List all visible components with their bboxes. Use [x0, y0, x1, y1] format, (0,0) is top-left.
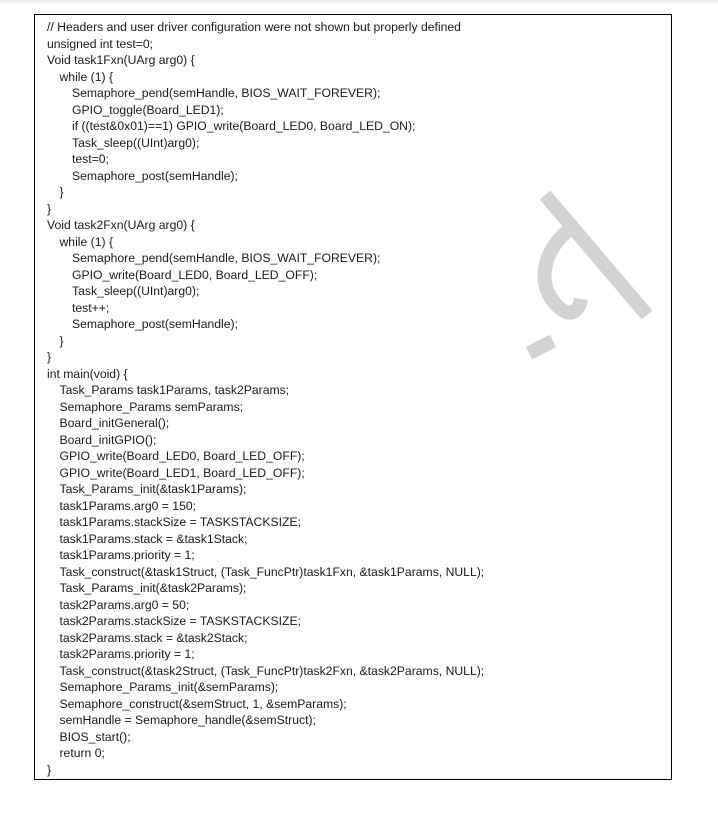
- code-line: Semaphore_post(semHandle);: [72, 317, 238, 331]
- code-line: Task_Params task1Params, task2Params;: [59, 383, 290, 397]
- code-line: if ((test&0x01)==1) GPIO_write(Board_LED0, Board_LED_ON);: [72, 119, 416, 133]
- code-line: Task_construct(&task1Struct, (Task_FuncPtr)task1Fxn, &task1Params, NULL);: [59, 564, 485, 579]
- code-line: while (1) {: [59, 234, 114, 249]
- code-line: task1Params.arg0 = 150;: [59, 498, 197, 513]
- code-lines: [47, 19, 484, 778]
- code-line: while (1) {: [59, 69, 114, 84]
- watermark-stroke-short: [529, 341, 553, 353]
- code-line: task2Params.arg0 = 50;: [59, 597, 190, 612]
- code-line: semHandle = Semaphore_handle(&semStruct);: [59, 713, 316, 727]
- code-line: }: [47, 350, 52, 364]
- code-line: Task_Params_init(&task1Params);: [59, 482, 247, 496]
- code-line: Board_initGeneral();: [59, 416, 170, 430]
- code-line: GPIO_write(Board_LED1, Board_LED_OFF);: [59, 465, 305, 480]
- code-line: }: [47, 762, 52, 777]
- code-line: test=0;: [72, 152, 109, 166]
- code-line: Board_initGPIO();: [59, 432, 157, 447]
- watermark-stroke-long: [545, 195, 647, 315]
- code-line: unsigned int test=0;: [47, 36, 154, 51]
- code-line: Void task1Fxn(UArg arg0) {: [47, 53, 195, 67]
- watermark-icon: [523, 187, 658, 367]
- code-line: return 0;: [59, 746, 105, 760]
- code-line: task2Params.stackSize = TASKSTACKSIZE;: [59, 614, 301, 628]
- code-line: task2Params.stack = &task2Stack;: [59, 630, 248, 645]
- top-edge-shadow: [0, 0, 718, 5]
- code-line: Void task2Fxn(UArg arg0) {: [47, 218, 195, 232]
- code-line: Task_Params_init(&task2Params);: [59, 581, 247, 595]
- code-line: Task_construct(&task2Struct, (Task_FuncPtr)task2Fxn, &task2Params, NULL);: [59, 663, 485, 678]
- code-line: Semaphore_Params semParams;: [59, 399, 244, 414]
- code-line: task2Params.priority = 1;: [59, 647, 195, 661]
- code-listing-box: [34, 14, 672, 780]
- code-line: Semaphore_post(semHandle);: [72, 168, 238, 183]
- code-line: int main(void) {: [47, 366, 128, 381]
- code-line: GPIO_write(Board_LED0, Board_LED_OFF);: [72, 267, 318, 282]
- code-line: test++;: [72, 300, 110, 315]
- code-line: Semaphore_Params_init(&semParams);: [59, 680, 279, 694]
- code-line: GPIO_write(Board_LED0, Board_LED_OFF);: [59, 449, 305, 463]
- code-line: }: [47, 201, 52, 216]
- code-line: task1Params.stack = &task1Stack;: [59, 531, 248, 546]
- code-line: task1Params.priority = 1;: [59, 548, 195, 562]
- code-line: }: [59, 333, 64, 348]
- code-line: Task_sleep((UInt)arg0);: [72, 284, 200, 298]
- code-line: Semaphore_construct(&semStruct, 1, &semParams);: [59, 696, 347, 711]
- code-line: // Headers and user driver configuration were not shown but properly defined: [47, 20, 461, 34]
- code-line: task1Params.stackSize = TASKSTACKSIZE;: [59, 515, 301, 529]
- code-line: Task_sleep((UInt)arg0);: [72, 135, 200, 150]
- code-line: BIOS_start();: [59, 729, 131, 744]
- code-line: }: [59, 185, 64, 199]
- code-line: Semaphore_pend(semHandle, BIOS_WAIT_FOREVER);: [72, 86, 381, 100]
- code-line: GPIO_toggle(Board_LED1);: [72, 102, 224, 117]
- code-line: Semaphore_pend(semHandle, BIOS_WAIT_FOREVER);: [72, 251, 381, 265]
